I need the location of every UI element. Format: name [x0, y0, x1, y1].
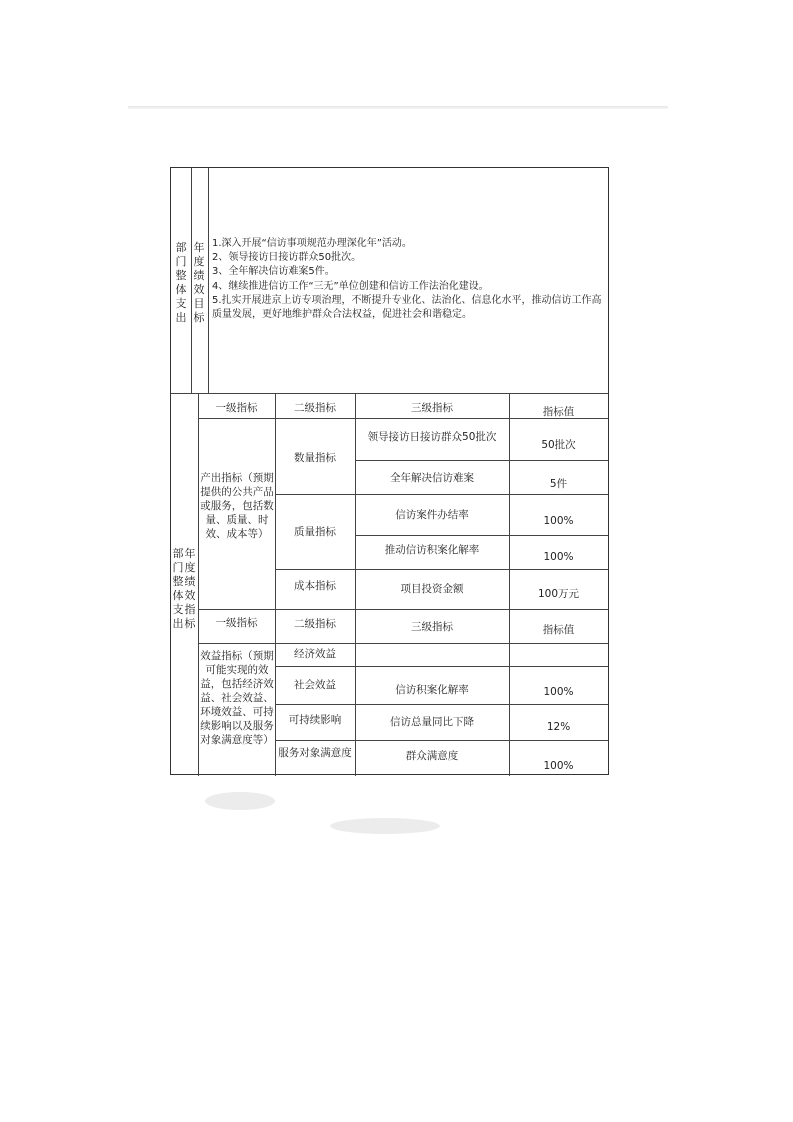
row-line [355, 535, 608, 536]
row-line [198, 609, 608, 610]
row-line [275, 569, 608, 570]
benefit-level1: 效益指标（预期可能实现的效益，包括经济效益、社会效益、环境效益、可持续影响以及服务对象满意度等） [200, 650, 274, 746]
header-level1: 一级指标 [215, 402, 258, 414]
cost-item-1: 项目投资金额 [400, 583, 464, 595]
quantity-item-2: 全年解决信访难案 [390, 472, 474, 484]
divider [208, 168, 209, 393]
benefit-level2-2: 社会效益 [294, 679, 336, 691]
benefit-value-2: 100% [543, 686, 574, 698]
header2-level3: 三级指标 [411, 621, 453, 633]
row-line [198, 643, 608, 644]
benefit-level2-4: 服务对象满意度 [278, 747, 352, 759]
benefit-level3-2: 信访积案化解率 [395, 684, 469, 696]
benefit-level2-3: 可持续影响 [288, 714, 342, 726]
quantity-value-2: 5件 [549, 478, 568, 490]
output-level1: 产出指标（预期提供的公共产品或服务，包括数量、质量、时效、成本等） [200, 472, 274, 540]
goal-item: 4、继续推进信访工作“三无”单位创建和信访工作法治化建设。 [212, 280, 489, 292]
goal-item: 5.扎实开展进京上访专项治理，不断提升专业化、法治化、信息化水平，推动信访工作高质量发展，更好地维护群众合法权益，促进社会和谐稳定。 [212, 294, 602, 321]
section2-label-col1: 部门整体支出 [172, 547, 184, 630]
row-line [275, 494, 608, 495]
quantity-level2: 数量指标 [294, 452, 336, 464]
quality-item-1: 信访案件办结率 [395, 509, 469, 521]
row-line [275, 704, 608, 705]
goal-item: 1.深入开展“信访事项规范办理深化年”活动。 [212, 238, 412, 249]
quality-value-2: 100% [543, 551, 574, 563]
header2-value: 指标值 [542, 624, 575, 636]
header2-level2: 二级指标 [294, 618, 336, 630]
quantity-item-1: 领导接访日接访群众50批次 [367, 431, 497, 443]
header-level3: 三级指标 [411, 402, 453, 414]
row-line [275, 740, 608, 741]
performance-table [170, 167, 609, 775]
cost-value-1: 100万元 [537, 588, 580, 600]
section2-label-col2: 年度绩效指标 [184, 547, 196, 630]
quality-level2: 质量指标 [294, 526, 336, 538]
benefit-level2-1: 经济效益 [294, 648, 336, 660]
header-level2: 二级指标 [294, 402, 336, 414]
section1-label-col1: 部门整体支出 [175, 241, 187, 324]
scan-edge [128, 106, 668, 109]
benefit-value-3: 12% [546, 721, 571, 733]
divider [198, 393, 199, 776]
quantity-value-1: 50批次 [541, 439, 576, 451]
header-value: 指标值 [542, 406, 575, 418]
section-divider [171, 393, 608, 394]
goal-item: 3、全年解决信访难案5件。 [212, 266, 335, 278]
row-line [198, 418, 608, 419]
goal-item: 2、领导接访日接访群众50批次。 [212, 252, 362, 264]
scan-smudge [205, 792, 275, 810]
benefit-level3-4: 群众满意度 [405, 750, 459, 762]
quality-item-2: 推动信访积案化解率 [384, 544, 480, 556]
header2-level1: 一级指标 [215, 617, 258, 629]
section1-label-col2: 年度绩效目标 [193, 241, 205, 324]
benefit-value-4: 100% [543, 760, 574, 772]
scan-smudge [330, 818, 440, 834]
quality-value-1: 100% [543, 515, 574, 527]
row-line [275, 666, 608, 667]
row-line [355, 460, 608, 461]
cost-level2: 成本指标 [294, 580, 336, 592]
benefit-level3-3: 信访总量同比下降 [390, 716, 474, 728]
goals-list [212, 237, 607, 322]
